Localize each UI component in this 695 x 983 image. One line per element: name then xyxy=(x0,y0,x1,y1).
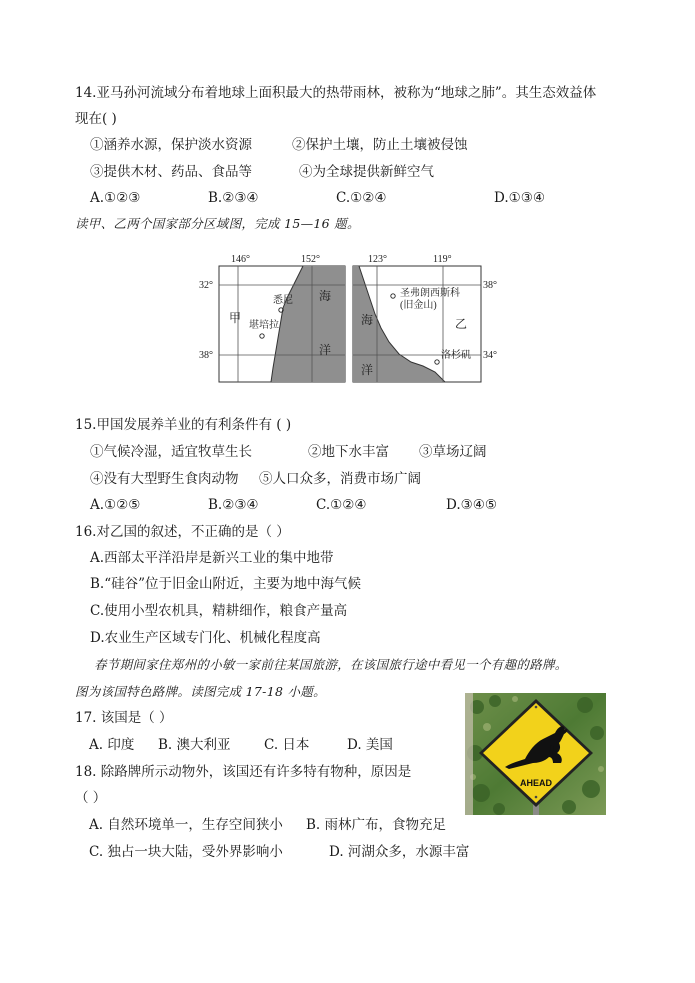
sign-ahead-text: AHEAD xyxy=(519,778,553,788)
left-lat-label-2: 38° xyxy=(199,350,213,361)
q14-item-3: ③提供木材、药品、食品等 xyxy=(90,164,252,180)
q14-item-2: ②保护土壤，防止土壤被侵蚀 xyxy=(292,137,468,153)
q16-stem: 16.对乙国的叙述，不正确的是（ ） xyxy=(75,524,290,540)
q17-option-a: A. 印度 xyxy=(89,737,135,753)
map-right xyxy=(353,254,497,382)
q15-item-3: ③草场辽阔 xyxy=(419,444,487,460)
kangaroo-sign-photo xyxy=(465,693,606,815)
left-country-label: 甲 xyxy=(229,311,242,325)
map-left xyxy=(199,254,345,382)
right-lat-label-1: 38° xyxy=(483,280,497,291)
left-lat-label-1: 32° xyxy=(199,280,213,291)
left-ocean-label-2: 洋 xyxy=(319,343,332,357)
q14-option-c: C.①②④ xyxy=(336,190,387,206)
right-city-los-angeles: 洛杉矶 xyxy=(441,350,471,361)
q16-option-a: A.西部太平洋沿岸是新兴工业的集中地带 xyxy=(90,550,334,566)
q15-option-c: C.①②④ xyxy=(316,497,367,513)
right-city-san-francisco: 圣弗朗西斯科 xyxy=(400,288,460,299)
q17-stem: 17. 该国是（ ） xyxy=(75,710,173,726)
left-city-canberra: 堪培拉 xyxy=(249,320,279,331)
q15-item-5: ⑤人口众多，消费市场广阔 xyxy=(259,471,421,487)
q14-item-4: ④为全球提供新鲜空气 xyxy=(299,164,434,180)
right-ocean-label-1: 海 xyxy=(361,313,374,327)
right-lon-label-2: 119° xyxy=(433,254,452,265)
left-city-sydney: 悉尼 xyxy=(273,295,293,306)
left-lon-label-1: 146° xyxy=(231,254,250,265)
q18-stem: 18. 除路牌所示动物外，该国还有许多特有物种，原因是 xyxy=(75,764,412,780)
q15-item-1: ①气候冷湿，适宜牧草生长 xyxy=(90,444,252,460)
q14-option-a: A.①②③ xyxy=(90,190,141,206)
q14-option-d: D.①③④ xyxy=(494,190,545,206)
right-country-label: 乙 xyxy=(455,317,468,331)
q14-option-b: B.②③④ xyxy=(208,190,259,206)
right-lat-label-2: 34° xyxy=(483,350,497,361)
q18-option-c: C. 独占一块大陆，受外界影响小 xyxy=(89,844,283,860)
intro-17-18-line-2: 图为该国特色路牌。读图完成 17-18 小题。 xyxy=(75,684,326,699)
q17-option-c: C. 日本 xyxy=(264,737,310,753)
q14-item-1: ①涵养水源，保护淡水资源 xyxy=(90,137,252,153)
q14-stem-line-2: 现在( ) xyxy=(75,111,117,127)
q16-option-d: D.农业生产区域专门化、机械化程度高 xyxy=(90,630,321,646)
q18-paren: （ ） xyxy=(75,790,107,806)
q18-option-d: D. 河湖众多，水源丰富 xyxy=(329,844,470,860)
right-ocean-label-2: 洋 xyxy=(361,363,374,377)
intro-17-18-line-1: 春节期间家住郑州的小敏一家前往某国旅游，在该国旅行途中看见一个有趣的路牌。 xyxy=(94,657,568,672)
q14-stem-line-1: 14.亚马孙河流域分布着地球上面积最大的热带雨林，被称为“地球之肺”。其生态效益体 xyxy=(75,85,597,101)
q15-item-2: ②地下水丰富 xyxy=(308,444,389,460)
q16-option-c: C.使用小型农机具，精耕细作，粮食产量高 xyxy=(90,603,348,619)
q16-option-b: B.“硅谷”位于旧金山附近，主要为地中海气候 xyxy=(90,576,362,592)
right-lon-label-1: 123° xyxy=(368,254,387,265)
left-ocean-label-1: 海 xyxy=(319,289,332,303)
q15-item-4: ④没有大型野生食肉动物 xyxy=(90,471,239,487)
q15-stem: 15.甲国发展养羊业的有利条件有 ( ) xyxy=(75,417,292,433)
q18-option-b: B. 雨林广布，食物充足 xyxy=(306,817,447,833)
q18-option-a: A. 自然环境单一，生存空间狭小 xyxy=(89,817,283,833)
map-figure xyxy=(195,248,505,388)
kangaroo-sign-illustration xyxy=(465,693,606,815)
right-city-san-francisco-alt: (旧金山) xyxy=(400,300,437,311)
q15-option-a: A.①②⑤ xyxy=(90,497,141,513)
q15-option-d: D.③④⑤ xyxy=(446,497,497,513)
q17-option-d: D. 美国 xyxy=(347,737,393,753)
intro-15-16: 读甲、乙两个国家部分区域图，完成 15—16 题。 xyxy=(75,216,360,231)
q15-option-b: B.②③④ xyxy=(208,497,259,513)
q17-option-b: B. 澳大利亚 xyxy=(158,737,231,753)
left-lon-label-2: 152° xyxy=(301,254,320,265)
